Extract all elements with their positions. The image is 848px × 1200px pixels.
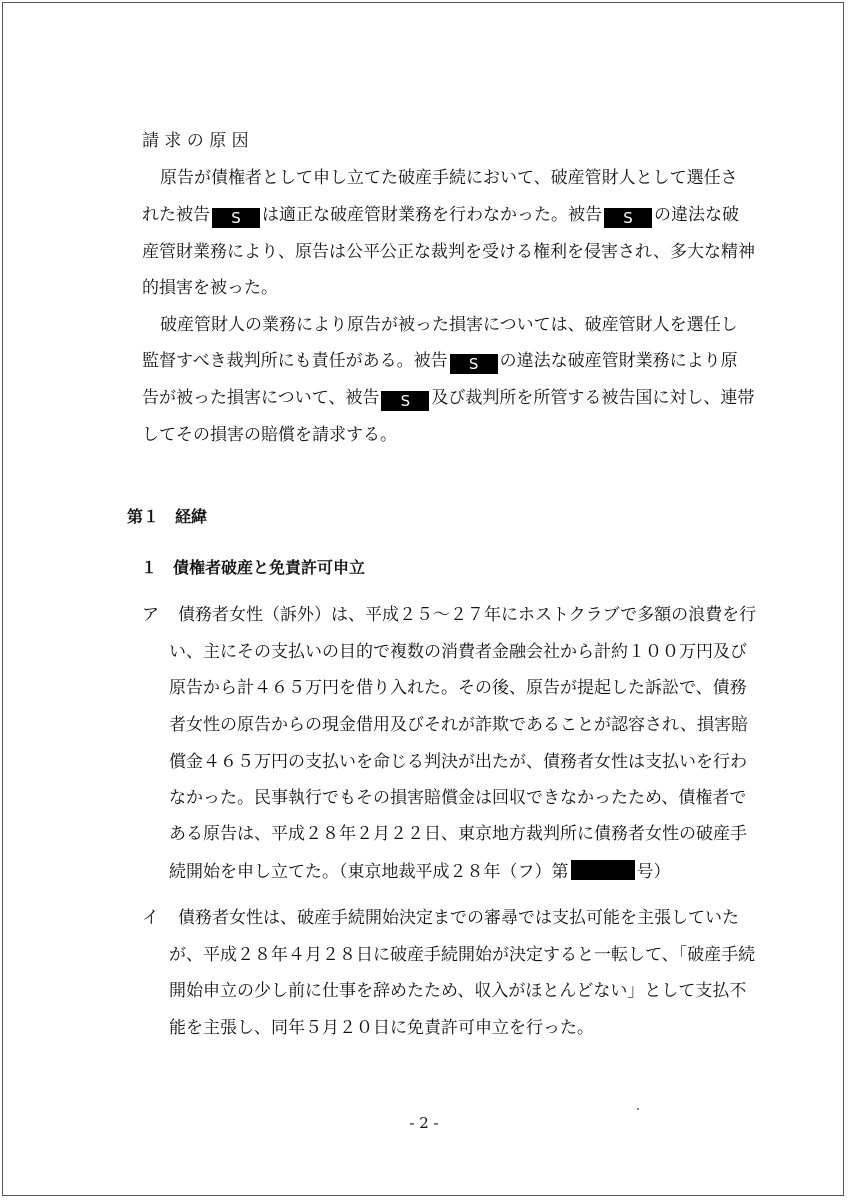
document-page bbox=[2, 2, 844, 1196]
redaction-box: S bbox=[450, 354, 498, 374]
stray-mark bbox=[637, 1108, 639, 1110]
section-heading-1: 第１ 経緯 bbox=[127, 507, 208, 526]
paragraph-line: 告が被った損害について、被告 S 及び裁判所を所管する被告国に対し、連帯 bbox=[142, 388, 755, 410]
item-line: 原告から計４６５万円を借り入れた。その後、原告が提起した訴訟で、債務 bbox=[169, 678, 747, 698]
redaction-box: S bbox=[212, 208, 260, 228]
item-line: 債務者女性（訴外）は、平成２５～２７年にホストクラブで多額の浪費を行 bbox=[178, 605, 757, 625]
redaction-box bbox=[571, 860, 635, 880]
item-label-a: ア bbox=[142, 605, 159, 625]
redaction-box: S bbox=[604, 208, 652, 228]
item-line: 能を主張し、同年５月２０日に免責許可申立を行った。 bbox=[169, 1018, 594, 1038]
item-line: 者女性の原告からの現金借用及びそれが詐欺であることが認容され、損害賠 bbox=[169, 715, 749, 735]
paragraph-line: してその損害の賠償を請求する。 bbox=[142, 425, 397, 445]
paragraph-line: れた被告 S は適正な破産管財業務を行わなかった。被告 S の違法な破 bbox=[142, 205, 739, 227]
subsection-heading-1: １ 債権者破産と免責許可申立 bbox=[141, 558, 366, 577]
item-line: が、平成２８年４月２８日に破産手続開始が決定すると一転して、「破産手続 bbox=[169, 945, 756, 965]
paragraph-line: 原告が債権者として申し立てた破産手続において、破産管財人として選任さ bbox=[160, 168, 738, 188]
paragraph-line: 的損害を被った。 bbox=[142, 278, 278, 298]
item-line: 開始申立の少し前に仕事を辞めたため、収入がほとんどない」として支払不 bbox=[169, 981, 747, 1001]
item-line: ある原告は、平成２８年２月２２日、東京地方裁判所に債務者女性の破産手 bbox=[169, 824, 747, 844]
section-heading-cause: 請 求 の 原 因 bbox=[142, 131, 249, 151]
item-line: なかった。民事執行でもその損害賠償金は回収できなかったため、債権者で bbox=[169, 788, 747, 808]
page-number: - 2 - bbox=[409, 1114, 439, 1132]
item-line: 債務者女性は、破産手続開始決定までの審尋では支払可能を主張していた bbox=[178, 908, 739, 928]
item-line: 続開始を申し立てた。（東京地裁平成２８年（フ）第 号） bbox=[169, 862, 671, 882]
paragraph-line: 産管財業務により、原告は公平公正な裁判を受ける権利を侵害され、多大な精神 bbox=[142, 242, 756, 262]
paragraph-line: 破産管財人の業務により原告が被った損害については、破産管財人を選任し bbox=[160, 315, 738, 335]
redaction-box: S bbox=[381, 391, 429, 411]
item-line: 償金４６５万円の支払いを命じる判決が出たが、債務者女性は支払いを行わ bbox=[169, 752, 747, 772]
paragraph-line: 監督すべき裁判所にも責任がある。被告 S の違法な破産管財業務により原 bbox=[142, 351, 738, 373]
item-label-i: イ bbox=[142, 908, 159, 928]
item-line: い、主にその支払いの目的で複数の消費者金融会社から計約１００万円及び bbox=[169, 642, 747, 662]
